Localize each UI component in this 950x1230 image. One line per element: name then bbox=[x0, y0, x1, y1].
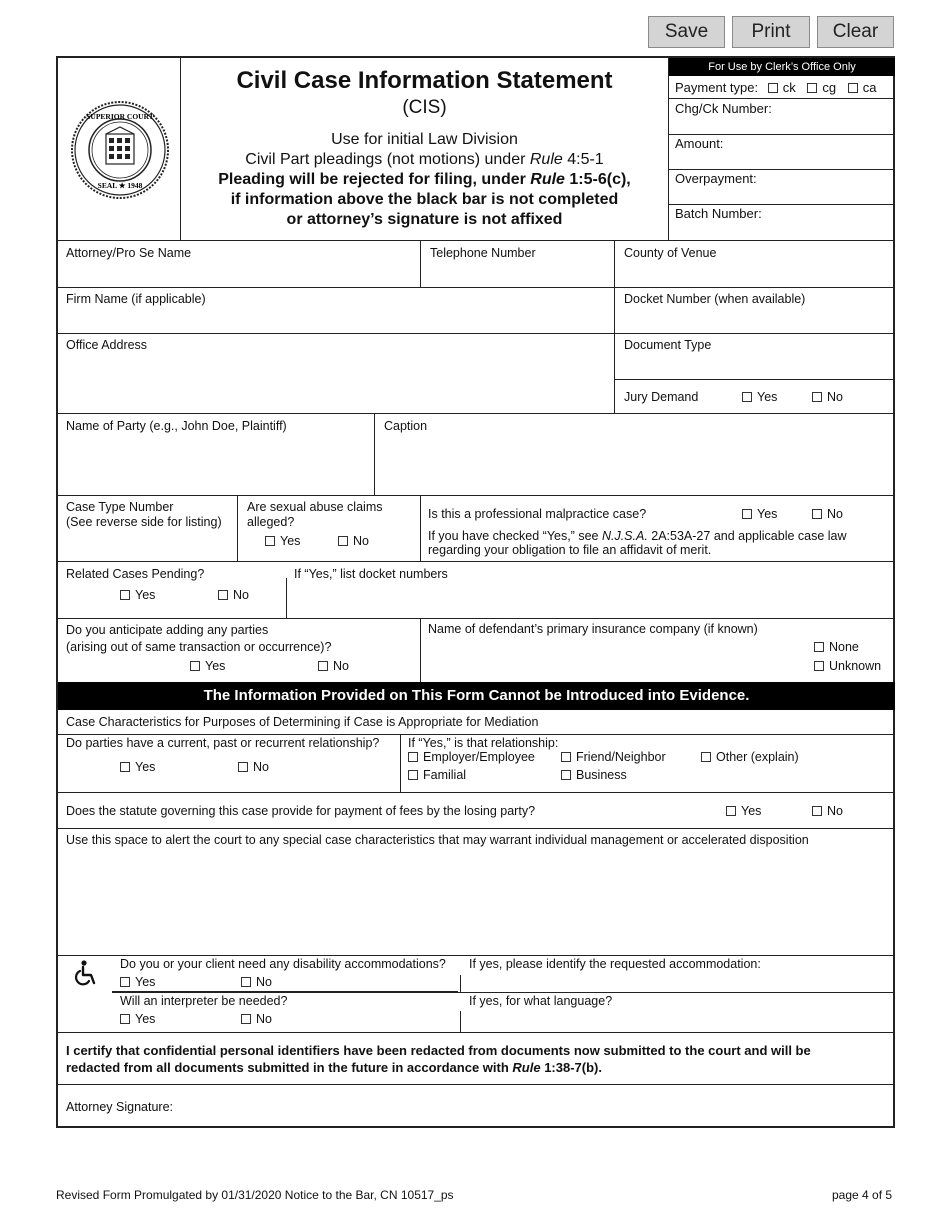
interpreter-no-option[interactable]: No bbox=[241, 1012, 272, 1026]
sexual-abuse-no-option[interactable]: No bbox=[338, 534, 369, 548]
office-address-label: Office Address bbox=[66, 338, 148, 352]
adding-parties-label: Do you anticipate adding any parties (arising out of same transaction or occurrence)? bbox=[66, 623, 332, 654]
amount-label: Amount: bbox=[675, 136, 724, 151]
related-yes-checkbox[interactable] bbox=[120, 590, 130, 600]
footer-page-number: page 4 of 5 bbox=[832, 1188, 893, 1202]
chg-ck-number-label: Chg/Ck Number: bbox=[675, 101, 772, 116]
business-checkbox[interactable] bbox=[561, 770, 571, 780]
document-type-label: Document Type bbox=[624, 338, 712, 352]
firm-name-field[interactable] bbox=[60, 308, 612, 332]
cis-form bbox=[56, 56, 895, 1128]
telephone-field[interactable] bbox=[422, 262, 612, 286]
mediation-heading: Case Characteristics for Purposes of Determining if Case is Appropriate for Mediation bbox=[66, 715, 539, 729]
party-name-label: Name of Party (e.g., John Doe, Plaintiff) bbox=[66, 419, 287, 433]
relationship-no-checkbox[interactable] bbox=[238, 762, 248, 772]
related-docket-label: If “Yes,” list docket numbers bbox=[294, 567, 448, 581]
clerk-heading: For Use by Clerk’s Office Only bbox=[669, 58, 895, 76]
friend-neighbor-checkbox[interactable] bbox=[561, 752, 571, 762]
form-subtitle: (CIS) bbox=[402, 97, 447, 118]
related-docket-field[interactable] bbox=[289, 583, 893, 617]
interpreter-yes-checkbox[interactable] bbox=[120, 1014, 130, 1024]
statute-question: Does the statute governing this case provide for payment of fees by the losing party? bbox=[66, 804, 536, 818]
friend-neighbor-option[interactable]: Friend/Neighbor bbox=[561, 750, 666, 764]
interpreter-no-checkbox[interactable] bbox=[241, 1014, 251, 1024]
payment-ca-checkbox[interactable] bbox=[848, 83, 858, 93]
disability-no-option[interactable]: No bbox=[241, 975, 272, 989]
interpreter-language-field[interactable] bbox=[463, 1010, 893, 1031]
jury-demand-label: Jury Demand bbox=[624, 390, 699, 404]
statute-yes-checkbox[interactable] bbox=[726, 806, 736, 816]
clear-button[interactable]: Clear bbox=[817, 16, 894, 48]
form-title: Civil Case Information Statement bbox=[236, 67, 613, 94]
payment-ck-checkbox[interactable] bbox=[768, 83, 778, 93]
save-button[interactable]: Save bbox=[648, 16, 725, 48]
relationship-yes-checkbox[interactable] bbox=[120, 762, 130, 772]
insurance-none-checkbox[interactable] bbox=[814, 642, 824, 652]
adding-yes-checkbox[interactable] bbox=[190, 661, 200, 671]
disability-question: Do you or your client need any disability accommodations? bbox=[120, 957, 446, 971]
case-type-field[interactable] bbox=[60, 532, 235, 560]
disability-yes-checkbox[interactable] bbox=[120, 977, 130, 987]
related-no-option[interactable]: No bbox=[218, 588, 249, 602]
svg-text:SUPERIOR COURT: SUPERIOR COURT bbox=[86, 112, 154, 121]
employer-employee-option[interactable]: Employer/Employee bbox=[408, 750, 535, 764]
jury-no-option[interactable]: No bbox=[812, 390, 843, 404]
payment-cg-checkbox[interactable] bbox=[807, 83, 817, 93]
related-no-checkbox[interactable] bbox=[218, 590, 228, 600]
warning-line-1: Pleading will be rejected for filing, under Rule 1:5-6(c), bbox=[218, 171, 631, 188]
sexual-abuse-yes-option[interactable]: Yes bbox=[265, 534, 300, 548]
county-of-venue-label: County of Venue bbox=[624, 246, 717, 260]
malpractice-note: If you have checked “Yes,” see N.J.S.A. 2A:53A-27 and applicable case law regarding your obligation to file an affidavit of merit. bbox=[428, 529, 847, 557]
malpractice-yes-checkbox[interactable] bbox=[742, 509, 752, 519]
caption-label: Caption bbox=[384, 419, 428, 433]
familial-checkbox[interactable] bbox=[408, 770, 418, 780]
statute-no-option[interactable]: No bbox=[812, 804, 843, 818]
use-line-1: Use for initial Law Division bbox=[331, 131, 518, 148]
interpreter-yes-option[interactable]: Yes bbox=[120, 1012, 155, 1026]
malpractice-label: Is this a professional malpractice case? bbox=[428, 507, 647, 521]
attorney-name-field[interactable] bbox=[60, 262, 418, 286]
payment-type-label: Payment type: ck cg ca bbox=[675, 80, 877, 95]
adding-yes-option[interactable]: Yes bbox=[190, 659, 225, 673]
sexual-abuse-no-checkbox[interactable] bbox=[338, 536, 348, 546]
print-button[interactable]: Print bbox=[732, 16, 810, 48]
adding-no-option[interactable]: No bbox=[318, 659, 349, 673]
batch-number-label: Batch Number: bbox=[675, 206, 762, 221]
employer-employee-checkbox[interactable] bbox=[408, 752, 418, 762]
insurance-field[interactable] bbox=[423, 640, 803, 678]
interpreter-if-label: If yes, for what language? bbox=[469, 994, 613, 1008]
wheelchair-icon bbox=[70, 958, 100, 988]
malpractice-no-option[interactable]: No bbox=[812, 507, 843, 521]
special-characteristics-label: Use this space to alert the court to any special case characteristics that may warrant individual management or accelerated disposition bbox=[66, 833, 809, 847]
office-address-field[interactable] bbox=[60, 354, 612, 412]
jury-yes-option[interactable]: Yes bbox=[742, 390, 777, 404]
docket-number-field[interactable] bbox=[616, 308, 893, 332]
special-characteristics-field[interactable] bbox=[60, 851, 893, 953]
evidence-notice-bar: The Information Provided on This Form Cannot be Introduced into Evidence. bbox=[58, 682, 895, 710]
document-type-field[interactable] bbox=[616, 354, 893, 378]
relationship-no-option[interactable]: No bbox=[238, 760, 269, 774]
telephone-label: Telephone Number bbox=[430, 246, 536, 260]
chg-ck-number-field[interactable] bbox=[669, 116, 895, 133]
sexual-abuse-yes-checkbox[interactable] bbox=[265, 536, 275, 546]
relationship-yes-option[interactable]: Yes bbox=[120, 760, 155, 774]
disability-no-checkbox[interactable] bbox=[241, 977, 251, 987]
insurance-unknown-option[interactable]: Unknown bbox=[814, 659, 881, 673]
overpayment-label: Overpayment: bbox=[675, 171, 757, 186]
relationship-question: Do parties have a current, past or recurrent relationship? bbox=[66, 736, 380, 750]
business-option[interactable]: Business bbox=[561, 768, 627, 782]
warning-line-3: or attorney’s signature is not affixed bbox=[286, 211, 563, 228]
sexual-abuse-label: Are sexual abuse claims alleged? bbox=[247, 500, 383, 529]
warning-line-2: if information above the black bar is not completed bbox=[230, 191, 619, 208]
party-name-field[interactable] bbox=[60, 435, 372, 493]
disability-accommodation-field[interactable] bbox=[463, 973, 893, 991]
related-yes-option[interactable]: Yes bbox=[120, 588, 155, 602]
jury-no-checkbox[interactable] bbox=[812, 392, 822, 402]
jury-yes-checkbox[interactable] bbox=[742, 392, 752, 402]
malpractice-yes-option[interactable]: Yes bbox=[742, 507, 777, 521]
other-explain-checkbox[interactable] bbox=[701, 752, 711, 762]
insurance-unknown-checkbox[interactable] bbox=[814, 661, 824, 671]
statute-yes-option[interactable]: Yes bbox=[726, 804, 761, 818]
insurance-none-option[interactable]: None bbox=[814, 640, 859, 654]
firm-name-label: Firm Name (if applicable) bbox=[66, 292, 206, 306]
related-cases-label: Related Cases Pending? bbox=[66, 567, 205, 581]
header-block bbox=[181, 66, 668, 230]
certification-text: I certify that confidential personal identifiers have been redacted from documents now submitted to the court and will be redacted from all documents submitted in the future in accordance with Rule 1:38-7(b). bbox=[66, 1043, 811, 1075]
familial-option[interactable]: Familial bbox=[408, 768, 466, 782]
use-line-2: Civil Part pleadings (not motions) under Rule 4:5-1 bbox=[245, 151, 604, 168]
other-explain-option[interactable]: Other (explain) bbox=[701, 750, 799, 764]
attorney-signature-field[interactable] bbox=[178, 1090, 893, 1124]
county-of-venue-field[interactable] bbox=[616, 262, 893, 286]
disability-yes-option[interactable]: Yes bbox=[120, 975, 155, 989]
caption-field[interactable] bbox=[376, 435, 893, 493]
footer-revision: Revised Form Promulgated by 01/31/2020 Notice to the Bar, CN 10517_ps bbox=[56, 1188, 454, 1202]
disability-if-label: If yes, please identify the requested accommodation: bbox=[469, 957, 761, 971]
case-type-label: Case Type Number (See reverse side for listing) bbox=[66, 500, 222, 529]
malpractice-no-checkbox[interactable] bbox=[812, 509, 822, 519]
attorney-name-label: Attorney/Pro Se Name bbox=[66, 246, 192, 260]
docket-number-label: Docket Number (when available) bbox=[624, 292, 806, 306]
attorney-signature-label: Attorney Signature: bbox=[66, 1100, 174, 1114]
court-seal-logo bbox=[70, 100, 170, 200]
svg-text:SEAL ★ 1948: SEAL ★ 1948 bbox=[97, 181, 143, 190]
adding-no-checkbox[interactable] bbox=[318, 661, 328, 671]
statute-no-checkbox[interactable] bbox=[812, 806, 822, 816]
relationship-if-label: If “Yes,” is that relationship: bbox=[408, 736, 559, 750]
insurance-label: Name of defendant’s primary insurance company (if known) bbox=[428, 622, 758, 636]
interpreter-question: Will an interpreter be needed? bbox=[120, 994, 288, 1008]
